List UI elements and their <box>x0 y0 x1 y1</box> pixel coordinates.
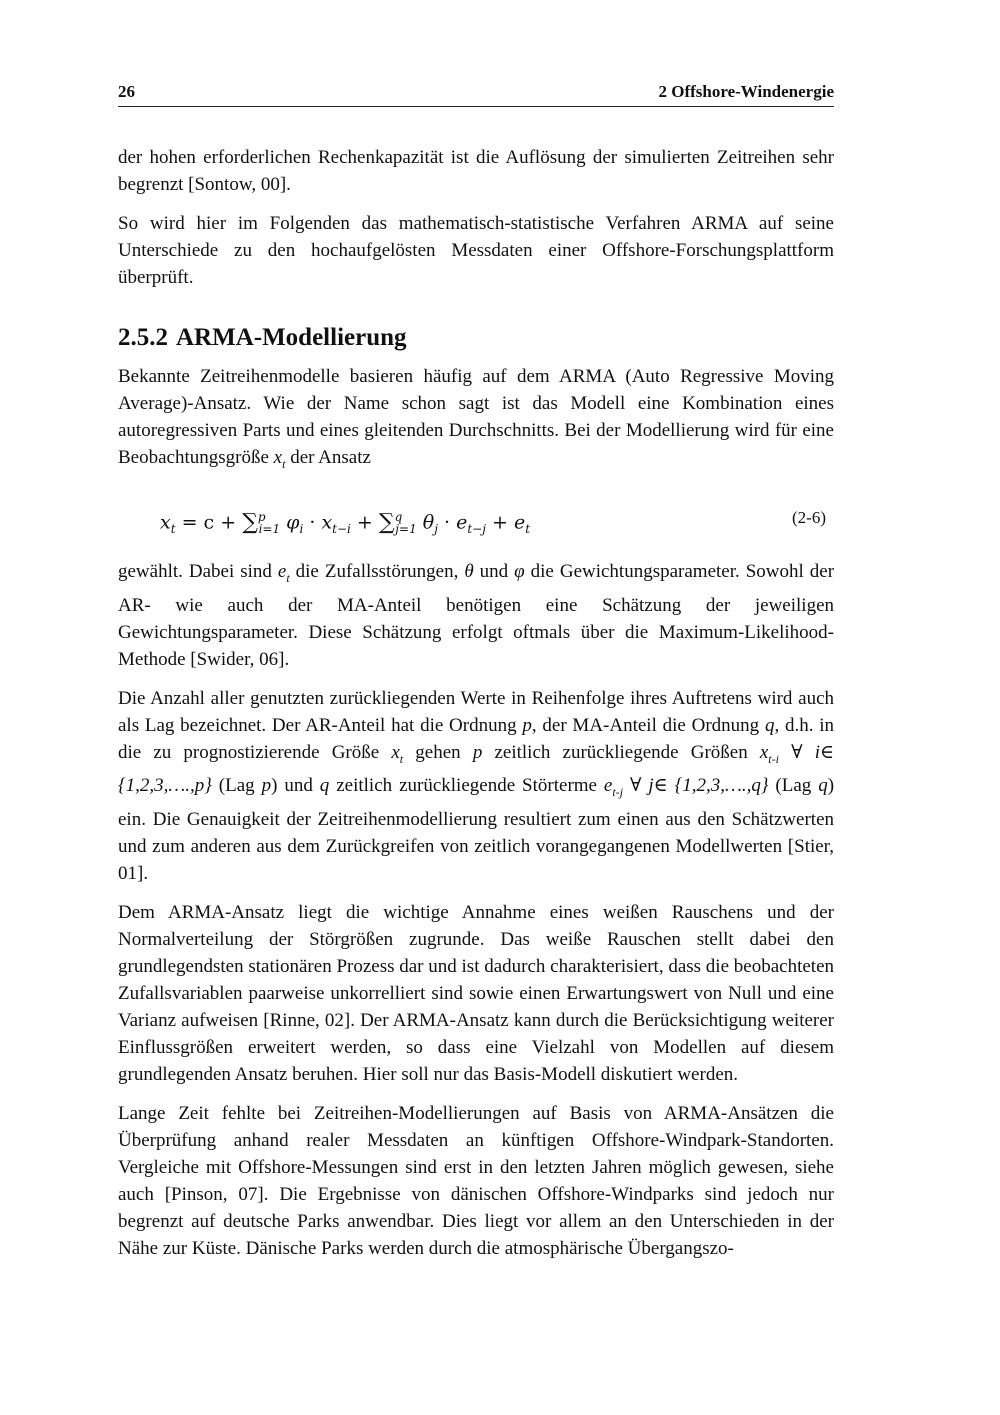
sum-symbol-2: ∑ <box>378 510 395 536</box>
error-term: $e_t$ <box>277 560 290 585</box>
paragraph-6: Dem ARMA-Ansatz liegt die wichtige Annahme eines weißen Rauschens und der Normalverteilung der Störgrößen zugrunde. Das weiße Rauschen stellt dabei den grundlegendsten stationären Prozess dar und ist dadurch charakterisiert, dass die beobachteten Zufallsvariablen paarweise unkorrelliert sind sowie einen Erwartungswert von Null und eine Varianz aufweisen [Rinne, 02]. Der ARMA-Ansatz kann durch die Berücksichtigung weiterer Einflussgrößen erweitert werden, so dass eine Vielzahl von Modellen auf diesem grundlegenden Ansatz beruhen. Hier soll nur das Basis-Modell diskutiert werden. <box>118 902 834 1086</box>
paragraph-3-text: Bekannte Zeitreihenmodelle basieren häufig auf dem ARMA (Auto Regressive Moving Average)-Ansatz. Wie der Name schon sagt ist das Modell eine Kombination eines autoregressiven Parts und eines gleitenden Durchschnitts. Bei der Modellierung wird für eine Beobachtungsgröße <box>118 366 834 468</box>
body-text <box>118 144 834 1274</box>
chapter-title: 2 Offshore-Windenergie <box>658 82 834 101</box>
paragraph-2: So wird hier im Folgenden das mathematisch-statistische Verfahren ARMA auf seine Unterschiede zu den hochaufgelösten Messdaten einer Offshore-Forschungsplattform überprüft. <box>118 213 834 288</box>
equation-2-6 <box>118 500 834 540</box>
page-number: 26 <box>118 82 135 101</box>
phi-symbol: φ <box>514 560 525 582</box>
theta-symbol: θ <box>464 560 474 582</box>
section-number: 2.5.2 <box>118 324 168 351</box>
sum-symbol-1: ∑ <box>242 510 258 536</box>
paragraph-1: der hohen erforderlichen Rechenkapazität ist die Auflösung der simulierten Zeitreihen sehr begrenzt [Sontow, 00]. <box>118 147 834 195</box>
observation-variable: $x_t$ <box>273 447 286 471</box>
paragraph-3-tail: der Ansatz <box>290 447 371 468</box>
paragraph-3 <box>118 363 834 478</box>
running-header <box>118 82 834 107</box>
arma-formula: $x_t = c + \sum^p_{i=1}$ $\varphi_i \cdot x_{t-i} + \sum^q_{j=1}$ $\theta_j \cdot e_{t-j} + e_t$ <box>160 509 531 536</box>
paragraph-4: gewählt. Dabei sind $e_t$ die Zufallsstörungen, θ und φ die Gewichtungsparameter. Sowohl der AR- wie auch der MA-Anteil benötigen eine Schätzung der jeweiligen Gewichtungsparameter. Diese Schätzung erfolgt oftmals über die Maximum-Likelihood-Methode [Swider, 06]. <box>118 560 835 670</box>
paragraph-5: Die Anzahl aller genutzten zurückliegenden Werte in Reihenfolge ihres Auftretens wird auch als Lag bezeichnet. Der AR-Anteil hat die Ordnung p, der MA-Anteil die Ordnung q, d.h. in die zu prognostizierende Größe $x_t$ gehen p zeitlich zurückliegende Größen $x_{t-i}$ ∀ i∈ {1,2,3,….,p} (Lag p) und q zeitlich zurückliegende Störterme $e_{t-j}$ ∀ j∈ {1,2,3,….,q} (Lag q) ein. Die Genauigkeit der Zeitreihenmodellierung resultiert zum einen aus den Schätzwerten und zum anderen aus dem Zurückgreifen von zeitlich vorangegangenen Modellwerten [Stier, 01]. <box>118 687 835 885</box>
equation-number: (2-6) <box>792 507 826 527</box>
section-title: ARMA-Modellierung <box>176 324 407 351</box>
paragraph-7: Lange Zeit fehlte bei Zeitreihen-Modellierungen auf Basis von ARMA-Ansätzen die Überprüfung anhand realer Messdaten an künftigen Offshore-Windpark-Standorten. Vergleiche mit Offshore-Messungen sind erst in den letzten Jahren möglich gewesen, siehe auch [Pinson, 07]. Die Ergebnisse von dänischen Offshore-Windparks sind jedoch nur begrenzt auf deutsche Parks anwendbar. Dies liegt vor allem an den Unterschieden in der Nähe zur Küste. Dänische Parks werden durch die atmosphärische Übergangszo- <box>118 1103 834 1260</box>
section-heading <box>118 323 834 353</box>
